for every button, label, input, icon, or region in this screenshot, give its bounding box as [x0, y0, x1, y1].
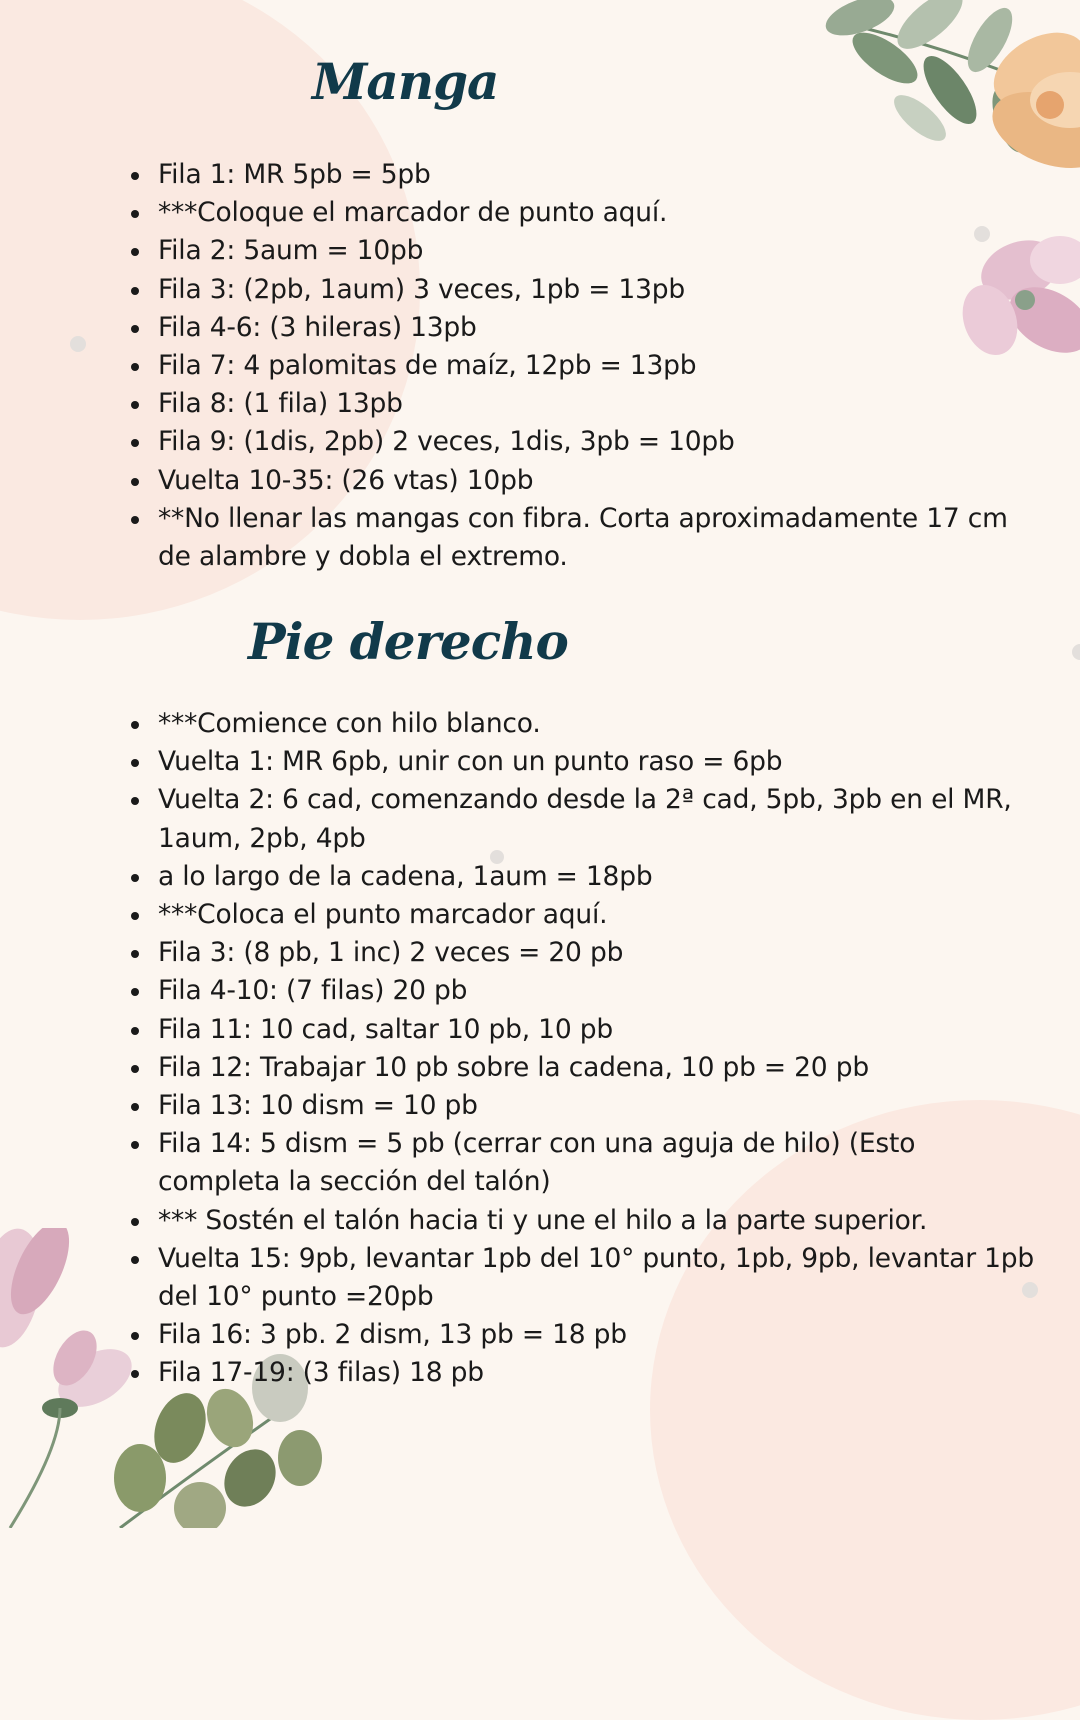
- list-item: Fila 11: 10 cad, saltar 10 pb, 10 pb: [126, 1011, 1041, 1049]
- list-item: Fila 14: 5 dism = 5 pb (cerrar con una aguja de hilo) (Esto completa la sección del talón): [126, 1125, 1041, 1201]
- list-item: Vuelta 1: MR 6pb, unir con un punto raso = 6pb: [126, 743, 1041, 781]
- list-item: Fila 17-19: (3 filas) 18 pb: [126, 1354, 1041, 1392]
- list-item: ***Coloque el marcador de punto aquí.: [126, 194, 1041, 232]
- list-item: Vuelta 15: 9pb, levantar 1pb del 10° punto, 1pb, 9pb, levantar 1pb del 10° punto =20pb: [126, 1240, 1041, 1316]
- list-item: ***Comience con hilo blanco.: [126, 705, 1041, 743]
- list-item: a lo largo de la cadena, 1aum = 18pb: [126, 858, 1041, 896]
- list-item: Fila 9: (1dis, 2pb) 2 veces, 1dis, 3pb = 10pb: [126, 423, 1041, 461]
- instruction-list-manga: [126, 156, 1041, 576]
- list-item: ***Coloca el punto marcador aquí.: [126, 896, 1041, 934]
- list-item: Fila 1: MR 5pb = 5pb: [126, 156, 1041, 194]
- section-title-manga: Manga: [312, 52, 499, 111]
- list-item: Fila 13: 10 dism = 10 pb: [126, 1087, 1041, 1125]
- list-item: Fila 12: Trabajar 10 pb sobre la cadena, 10 pb = 20 pb: [126, 1049, 1041, 1087]
- instruction-list-pie-derecho: [126, 705, 1041, 1393]
- list-item: Fila 4-10: (7 filas) 20 pb: [126, 972, 1041, 1010]
- list-item: Fila 4-6: (3 hileras) 13pb: [126, 309, 1041, 347]
- list-item: *** Sostén el talón hacia ti y une el hilo a la parte superior.: [126, 1202, 1041, 1240]
- decorative-dot: [1072, 644, 1080, 660]
- list-item: Fila 2: 5aum = 10pb: [126, 232, 1041, 270]
- list-item: Fila 8: (1 fila) 13pb: [126, 385, 1041, 423]
- section-title-pie-derecho: Pie derecho: [248, 612, 568, 671]
- list-item: Vuelta 10-35: (26 vtas) 10pb: [126, 462, 1041, 500]
- list-item: Fila 16: 3 pb. 2 dism, 13 pb = 18 pb: [126, 1316, 1041, 1354]
- list-item: Fila 7: 4 palomitas de maíz, 12pb = 13pb: [126, 347, 1041, 385]
- list-item: Vuelta 2: 6 cad, comenzando desde la 2ª cad, 5pb, 3pb en el MR, 1aum, 2pb, 4pb: [126, 781, 1041, 857]
- list-item: Fila 3: (8 pb, 1 inc) 2 veces = 20 pb: [126, 934, 1041, 972]
- decorative-dot: [70, 336, 86, 352]
- list-item: Fila 3: (2pb, 1aum) 3 veces, 1pb = 13pb: [126, 271, 1041, 309]
- list-item: **No llenar las mangas con fibra. Corta aproximadamente 17 cm de alambre y dobla el extremo.: [126, 500, 1041, 576]
